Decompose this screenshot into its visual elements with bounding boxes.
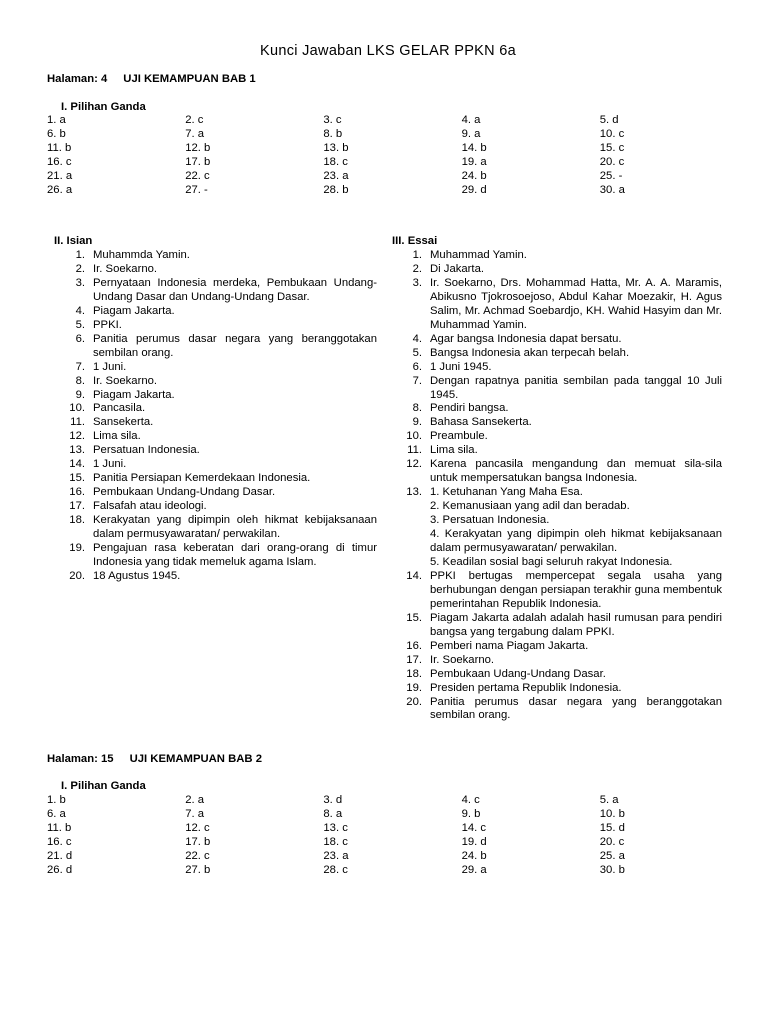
list-item-text: Ir. Soekarno. <box>93 374 158 387</box>
list-item-text: 5. Keadilan sosial bagi seluruh rakyat Indonesia. <box>430 555 673 568</box>
list-item-text: Panitia Persiapan Kemerdekaan Indonesia. <box>93 472 311 485</box>
list-item <box>47 458 377 472</box>
list-item-text: Muhammad Yamin. <box>430 249 527 261</box>
answer-cell: 28. b <box>323 183 349 196</box>
list-item <box>47 263 377 277</box>
list-item-text: Dengan rapatnya panitia sembilan pada tanggal 10 Juli 1945. <box>430 374 722 401</box>
answer-cell: 28. c <box>323 863 348 876</box>
answer-cell: 6. b <box>47 127 66 140</box>
list-item-number: 7. <box>412 374 422 387</box>
list-item-number: 19. <box>406 681 422 694</box>
answer-cell: 30. a <box>599 183 625 196</box>
list-item <box>47 402 377 416</box>
list-item-number: 14. <box>69 458 85 471</box>
answer-cell: 4. c <box>461 794 480 806</box>
list-item-number: 20. <box>69 569 85 582</box>
list-item-number: 18. <box>69 514 85 527</box>
list-item <box>47 375 377 389</box>
list-item-text: Bangsa Indonesia akan terpecah belah. <box>430 346 630 359</box>
list-item <box>384 486 722 500</box>
list-item-number: 10. <box>406 430 422 443</box>
answer-cell: 1. a <box>47 114 66 126</box>
page-title: Kunci Jawaban LKS GELAR PPKN 6a <box>260 43 516 59</box>
list-item-number: 4. <box>412 332 422 345</box>
list-item <box>384 570 722 612</box>
section1-isian-title: II. Isian <box>54 235 93 247</box>
list-item <box>47 305 377 319</box>
answer-cell: 6. a <box>47 807 66 820</box>
section2-pilihan-ganda-table <box>47 794 738 878</box>
answer-cell: 23. a <box>323 169 349 182</box>
list-item-number: 6. <box>412 360 422 373</box>
answer-cell: 21. a <box>47 169 73 182</box>
list-item <box>384 556 722 570</box>
answer-cell: 20. c <box>599 155 625 168</box>
list-item <box>47 319 377 333</box>
list-item <box>47 444 377 458</box>
answer-cell: 4. a <box>461 114 481 126</box>
answer-cell: 2. c <box>185 114 204 126</box>
answer-cell: 12. b <box>185 141 211 154</box>
list-item <box>384 416 722 430</box>
list-item <box>384 640 722 654</box>
list-item-number: 10. <box>69 402 85 415</box>
list-item-text: Sansekerta. <box>93 416 154 429</box>
answer-cell: 14. c <box>461 821 487 834</box>
list-item-text: Falsafah atau ideologi. <box>93 500 207 513</box>
list-item <box>47 430 377 444</box>
answer-cell: 30. b <box>599 863 625 876</box>
list-item-number: 9. <box>75 388 85 401</box>
list-item <box>47 472 377 486</box>
list-item-number: 4. <box>75 304 85 317</box>
answer-cell: 16. c <box>47 155 72 168</box>
section1-pilihan-ganda-title: I. Pilihan Ganda <box>61 101 146 113</box>
answer-cell: 22. c <box>185 849 210 862</box>
list-item <box>47 389 377 403</box>
answer-cell: 29. a <box>461 863 487 876</box>
list-item-text: 2. Kemanusiaan yang adil dan beradab. <box>430 500 630 513</box>
list-item-number: 18. <box>406 667 422 680</box>
list-item-number: 17. <box>69 500 85 513</box>
list-item-number: 12. <box>406 458 422 471</box>
section1-halaman: Halaman: 4 <box>47 73 108 85</box>
answer-cell: 18. c <box>323 835 348 848</box>
list-item <box>384 612 722 640</box>
list-item-text: Karena pancasila mengandung dan memuat sila-sila untuk mempersatukan bangsa Indonesia. <box>430 458 722 485</box>
answer-cell: 10. b <box>599 807 625 820</box>
list-item <box>47 416 377 430</box>
list-item-text: 3. Persatuan Indonesia. <box>430 514 550 527</box>
list-item-text: Muhammda Yamin. <box>93 249 190 261</box>
list-item <box>384 375 722 403</box>
list-item-number: 9. <box>412 416 422 429</box>
list-item-text: 1 Juni. <box>93 458 127 471</box>
list-item <box>47 500 377 514</box>
list-item <box>47 249 377 263</box>
list-item <box>47 361 377 375</box>
answer-cell: 9. b <box>461 807 481 820</box>
answer-cell: 9. a <box>461 127 481 140</box>
list-item <box>47 514 377 542</box>
section2-halaman: Halaman: 15 <box>47 753 114 765</box>
answer-cell: 15. c <box>599 141 625 154</box>
list-item-number: 15. <box>69 472 85 485</box>
list-item <box>384 249 722 263</box>
list-item <box>384 696 722 724</box>
list-item <box>384 444 722 458</box>
section1-isian-list <box>47 249 377 584</box>
list-item-text: Piagam Jakarta. <box>93 304 175 317</box>
section1-essai-list <box>384 249 722 723</box>
section1-essai-title: III. Essai <box>392 235 438 247</box>
list-item-text: 1 Juni 1945. <box>430 360 492 373</box>
answer-cell: 25. - <box>599 169 623 182</box>
list-item-text: Pembukaan Udang-Undang Dasar. <box>430 667 606 680</box>
list-item-number: 11. <box>407 444 422 457</box>
answer-cell: 25. a <box>599 849 625 862</box>
list-item-text: Di Jakarta. <box>430 262 484 275</box>
list-item-text: Lima sila. <box>93 430 141 443</box>
list-item-number: 8. <box>412 402 422 415</box>
answer-cell: 8. b <box>323 127 343 140</box>
section2-bab: UJI KEMAMPUAN BAB 2 <box>129 753 262 765</box>
answer-cell: 27. b <box>185 863 211 876</box>
answer-cell: 19. d <box>461 835 487 848</box>
list-item-text: PPKI. <box>93 318 122 331</box>
list-item-text: Pendiri bangsa. <box>430 402 509 415</box>
section1-bab: UJI KEMAMPUAN BAB 1 <box>123 73 256 85</box>
list-item-number <box>384 528 430 556</box>
list-item <box>384 361 722 375</box>
list-item-number: 15. <box>406 611 422 624</box>
answer-cell: 10. c <box>599 127 625 140</box>
answer-cell: 5. a <box>599 794 619 806</box>
list-item-text: Pancasila. <box>93 402 146 415</box>
list-item <box>384 514 722 528</box>
list-item <box>384 500 722 514</box>
answer-cell: 3. c <box>323 114 342 126</box>
list-item-text: PPKI bertugas mempercepat segala usaha yang berhubungan dengan persiapan terakhir guna membentuk pemerintahan Republik Indonesia. <box>430 569 722 610</box>
list-item-text: Pernyataan Indonesia merdeka, Pembukaan Undang-Undang Dasar dan Undang-Undang Dasar. <box>93 276 377 303</box>
list-item-number: 1. <box>75 249 85 261</box>
list-item-number: 16. <box>69 486 85 499</box>
answer-cell: 16. c <box>47 835 72 848</box>
list-item-number: 13. <box>69 444 85 457</box>
list-item-number: 3. <box>412 276 422 289</box>
list-item-text: Ir. Soekarno. <box>430 653 495 666</box>
list-item-text: Preambule. <box>430 430 488 443</box>
answer-cell: 1. b <box>47 794 66 806</box>
section2-pilihan-ganda-title: I. Pilihan Ganda <box>61 780 146 792</box>
list-item-text: Ir. Soekarno. <box>93 262 158 275</box>
list-item-text: Pembukaan Undang-Undang Dasar. <box>93 486 276 499</box>
answer-cell: 24. b <box>461 169 487 182</box>
list-item-number: 1. <box>412 249 422 261</box>
list-item-number: 2. <box>412 262 422 275</box>
answer-cell: 15. d <box>599 821 625 834</box>
answer-cell: 27. - <box>185 183 208 196</box>
list-item <box>384 333 722 347</box>
answer-cell: 3. d <box>323 794 343 806</box>
answer-cell: 23. a <box>323 849 349 862</box>
list-item-text: 1 Juni. <box>93 360 127 373</box>
list-item-text: Kerakyatan yang dipimpin oleh hikmat kebijaksanaan dalam permusyawaratan/ perwakilan. <box>93 514 377 541</box>
answer-cell: 12. c <box>185 821 210 834</box>
list-item-text: Presiden pertama Republik Indonesia. <box>430 681 622 694</box>
list-item-number: 5. <box>75 318 85 331</box>
list-item-text: Lima sila. <box>430 444 478 457</box>
list-item-text: Bahasa Sansekerta. <box>430 416 532 429</box>
answer-cell: 26. d <box>47 863 73 876</box>
answer-cell: 22. c <box>185 169 210 182</box>
list-item-number: 12. <box>69 430 85 443</box>
list-item-number: 8. <box>75 374 85 387</box>
list-item-number <box>384 514 430 528</box>
answer-cell: 13. c <box>323 821 348 834</box>
section2-header <box>47 753 262 765</box>
list-item-text: Pemberi nama Piagam Jakarta. <box>430 639 589 652</box>
list-item-number <box>384 500 430 514</box>
answer-cell: 5. d <box>599 114 619 126</box>
list-item-number <box>384 556 430 570</box>
list-item-text: Panitia perumus dasar negara yang beranggotakan sembilan orang. <box>93 332 377 359</box>
answer-cell: 26. a <box>47 183 73 196</box>
list-item-text: 4. Kerakyatan yang dipimpin oleh hikmat kebijaksanaan dalam permusyawaratan/ perwakilan. <box>430 528 722 555</box>
answer-cell: 7. a <box>185 807 205 820</box>
list-item <box>384 347 722 361</box>
list-item <box>384 277 722 333</box>
list-item <box>384 682 722 696</box>
answer-cell: 2. a <box>185 794 205 806</box>
list-item-number: 6. <box>75 332 85 345</box>
list-item <box>384 430 722 444</box>
list-item <box>384 528 722 556</box>
answer-cell: 14. b <box>461 141 487 154</box>
answer-cell: 17. b <box>185 155 211 168</box>
list-item <box>47 570 377 584</box>
answer-cell: 20. c <box>599 835 625 848</box>
list-item-text: 18 Agustus 1945. <box>93 569 181 582</box>
list-item-text: 1. Ketuhanan Yang Maha Esa. <box>430 486 583 499</box>
list-item-number: 5. <box>412 346 422 359</box>
list-item-text: Panitia perumus dasar negara yang beranggotakan sembilan orang. <box>430 695 722 722</box>
list-item <box>384 263 722 277</box>
list-item-text: Agar bangsa Indonesia dapat bersatu. <box>430 332 622 345</box>
list-item-number: 3. <box>75 276 85 289</box>
list-item-number: 20. <box>406 695 422 708</box>
list-item-number: 13. <box>406 486 422 499</box>
list-item <box>47 486 377 500</box>
list-item-number: 2. <box>75 262 85 275</box>
list-item-number: 17. <box>406 653 422 666</box>
section1-header <box>47 73 256 85</box>
list-item-number: 19. <box>69 542 85 555</box>
answer-cell: 21. d <box>47 849 73 862</box>
list-item-number: 11. <box>70 416 85 429</box>
answer-cell: 13. b <box>323 141 349 154</box>
list-item-number: 7. <box>75 360 85 373</box>
list-item <box>47 542 377 570</box>
answer-cell: 11. b <box>47 141 72 154</box>
answer-cell: 17. b <box>185 835 211 848</box>
list-item <box>384 402 722 416</box>
list-item <box>47 277 377 305</box>
list-item <box>384 458 722 486</box>
list-item-text: Pengajuan rasa keberatan dari orang-orang di timur Indonesia yang tidak memeluk agama Islam. <box>93 542 377 568</box>
answer-cell: 11. b <box>47 821 72 834</box>
answer-cell: 29. d <box>461 183 487 196</box>
list-item-text: Ir. Soekarno, Drs. Mohammad Hatta, Mr. A. A. Maramis, Abikusno Tjokrosoejoso, Abdul Kahar Moezakir, H. Agus Salim, Mr. Achmad Soebardjo, KH. Wahid Hasyim dan Mr. Muhammad Yamin. <box>430 276 722 331</box>
list-item <box>384 654 722 668</box>
list-item <box>47 333 377 361</box>
list-item <box>384 668 722 682</box>
list-item-text: Persatuan Indonesia. <box>93 444 200 457</box>
answer-cell: 18. c <box>323 155 348 168</box>
answer-cell: 7. a <box>185 127 205 140</box>
list-item-text: Piagam Jakarta. <box>93 388 175 401</box>
list-item-number: 14. <box>406 569 422 582</box>
list-item-number: 16. <box>406 639 422 652</box>
section1-pilihan-ganda-table <box>47 114 738 198</box>
list-item-text: Piagam Jakarta adalah adalah hasil rumusan para pendiri bangsa yang tergabung dalam PPKI. <box>430 611 722 638</box>
answer-cell: 8. a <box>323 807 343 820</box>
answer-cell: 19. a <box>461 155 487 168</box>
answer-cell: 24. b <box>461 849 487 862</box>
